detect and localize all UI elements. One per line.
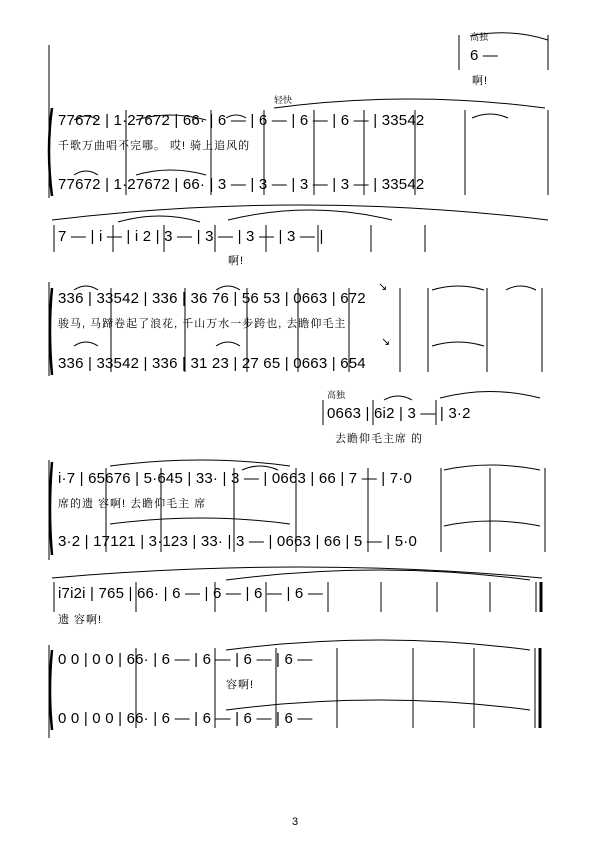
upper-notes-4: 0 0 | 0 0 | 66· | 6 — | 6 — | 6 — | 6 — bbox=[58, 651, 313, 668]
solo-notes-3: 0663 | 6i2 | 3 — | 3·2 bbox=[327, 405, 471, 422]
solo-lyric-2: 啊! bbox=[228, 255, 245, 267]
solo-lyric-4: 遗 容啊! bbox=[58, 614, 103, 626]
lower-notes-4: 0 0 | 0 0 | 66· | 6 — | 6 — | 6 — | 6 — bbox=[58, 710, 313, 727]
solo-mark-1: 高独 bbox=[470, 32, 489, 42]
upper-notes-2: 336 | 33542 | 336 | 36 76 | 56 53 | 0663 | 672 bbox=[58, 290, 366, 307]
upper-lyric-2: 骏马, 马蹄卷起了浪花, 千山万水一步跨也, 去瞻仰毛主 bbox=[58, 318, 347, 330]
solo-lyric-3: 去瞻仰毛主席 的 bbox=[335, 433, 424, 445]
solo-lyric-1: 啊! bbox=[472, 75, 489, 87]
svg-text:↘: ↘ bbox=[381, 336, 391, 348]
solo-mark-2: 高独 bbox=[327, 390, 346, 400]
solo-notes-2: 7 — | i — | i 2 | 3 — | 3 — | 3 — | 3 — | bbox=[58, 228, 324, 245]
solo-notes-1: 6 — bbox=[470, 47, 499, 64]
lower-notes-3: 3·2 | 17121 | 3·123 | 33· | 3 — | 0663 | 66 | 5 — | 5·0 bbox=[58, 533, 418, 550]
upper-notes-3: i·7 | 65676 | 5·645 | 33· | 3 — | 0663 | 66 | 7 — | 7·0 bbox=[58, 470, 413, 487]
upper-lyric-3: 席的遗 容啊! 去瞻仰毛主 席 bbox=[58, 498, 207, 510]
lower-notes-1: 77672 | 1·27672 | 66· | 3 — | 3 — | 3 — | 3 — | 33542 bbox=[58, 176, 425, 193]
solo-notes-4: i7i2i | 765 | 66· | 6 — | 6 — | 6 — | 6 — bbox=[58, 585, 324, 602]
tempo-mark: 轻快 bbox=[274, 95, 293, 105]
upper-notes-1: 77672 | 1·27672 | 66· | 6 — | 6 — | 6 — | 6 — | 33542 bbox=[58, 112, 425, 129]
svg-text:↘: ↘ bbox=[378, 281, 388, 293]
upper-lyric-4: 容啊! bbox=[226, 679, 255, 691]
page-number: 3 bbox=[292, 816, 299, 828]
upper-lyric-1: 千歌万曲唱不完哪。 哎! 骑上追风的 bbox=[58, 140, 251, 152]
lower-notes-2: 336 | 33542 | 336 | 31 23 | 27 65 | 0663 | 654 bbox=[58, 355, 366, 372]
